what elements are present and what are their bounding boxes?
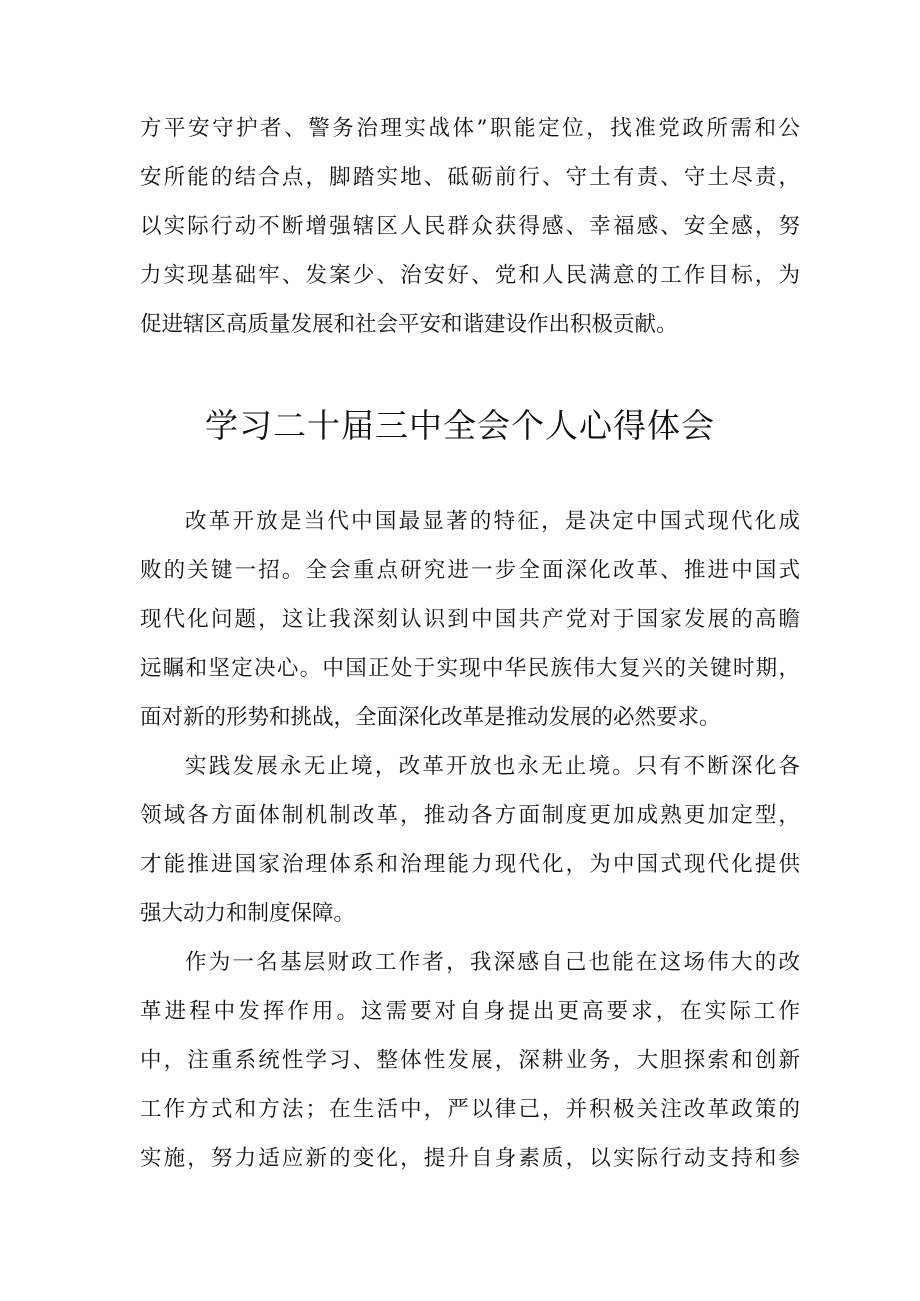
text-line: 远瞩和坚定决心。中国正处于实现中华民族伟大复兴的关键时期，	[140, 656, 800, 681]
text-line: 工作方式和方法；在生活中，严以律己，并积极关注改革政策的	[140, 1097, 800, 1122]
text-line: 才能推进国家治理体系和治理能力现代化，为中国式现代化提供	[140, 852, 800, 877]
text-line: 中，注重系统性学习、整体性发展，深耕业务，大胆探索和创新	[140, 1048, 800, 1073]
text-line: 改革开放是当代中国最显著的特征，是决定中国式现代化成	[185, 509, 800, 534]
text-line: 革进程中发挥作用。这需要对自身提出更高要求，在实际工作	[140, 999, 800, 1024]
text-line: 现代化问题，这让我深刻认识到中国共产党对于国家发展的高瞻	[140, 607, 800, 632]
text-line: 实施，努力适应新的变化，提升自身素质，以实际行动支持和参	[140, 1146, 800, 1171]
text-line: 败的关键一招。全会重点研究进一步全面深化改革、推进中国式	[140, 558, 800, 583]
text-line: 强大动力和制度保障。	[140, 901, 356, 926]
text-line: 以实际行动不断增强辖区人民群众获得感、幸福感、安全感，努	[140, 214, 800, 239]
text-line: 方平安守护者、警务治理实战体”职能定位，找准党政所需和公	[140, 116, 800, 141]
text-line: 安所能的结合点，脚踏实地、砥砺前行、守土有责、守土尽责，	[140, 165, 800, 190]
document-title: 学习二十届三中全会个人心得体会	[205, 406, 715, 445]
text-line: 力实现基础牢、发案少、治安好、党和人民满意的工作目标，为	[140, 263, 800, 288]
text-line: 面对新的形势和挑战，全面深化改革是推动发展的必然要求。	[140, 705, 721, 730]
text-line: 促进辖区高质量发展和社会平安和谐建设作出积极贡献。	[140, 312, 678, 337]
text-line: 领域各方面体制机制改革，推动各方面制度更加成熟更加定型，	[140, 803, 800, 828]
text-line: 作为一名基层财政工作者，我深感自己也能在这场伟大的改	[185, 950, 800, 975]
text-line: 实践发展永无止境，改革开放也永无止境。只有不断深化各	[185, 754, 800, 779]
